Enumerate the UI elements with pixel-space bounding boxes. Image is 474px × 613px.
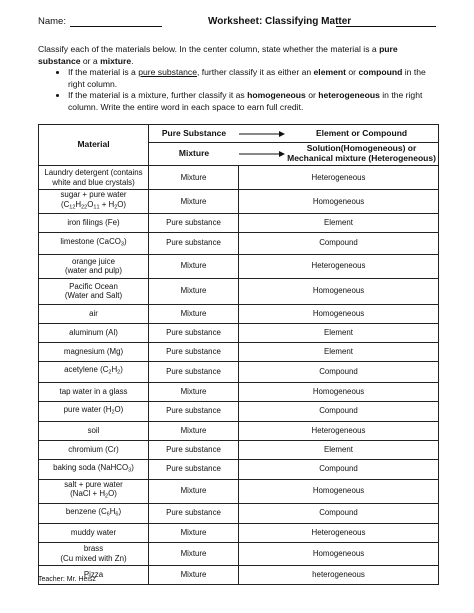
classification-cell: Compound xyxy=(239,361,439,382)
intro-mixture: mixture xyxy=(100,55,132,66)
subscript: 2 xyxy=(81,204,85,211)
mixture-result-line1: Solution(Homogeneous) or xyxy=(306,143,417,154)
header-classification xyxy=(149,125,439,166)
substance-type-cell: Pure substance xyxy=(149,342,239,361)
table-row xyxy=(39,503,439,523)
material-name-line2: (Cu mixed with Zn) xyxy=(60,553,127,563)
substance-type-cell: Mixture xyxy=(149,382,239,401)
material-name: limestone (CaCO xyxy=(60,236,121,246)
chemical-formula: $(C_{12}H_{22}O_{11} + H_2O)$ xyxy=(60,199,127,211)
bullet1-text-c: in the right column. xyxy=(68,67,426,89)
substance-type-cell: Mixture xyxy=(149,304,239,323)
material-cell xyxy=(39,523,149,542)
subscript: 1 xyxy=(93,204,97,211)
table-row xyxy=(39,190,439,214)
instructions-intro xyxy=(38,44,438,67)
classification-cell: Homogeneous xyxy=(239,479,439,503)
bullet1-text-b: , further classify it as either an xyxy=(196,67,314,78)
bullet2-homogeneous: homogeneous xyxy=(247,90,306,101)
bullet2-heterogeneous: heterogeneous xyxy=(318,90,380,101)
material-cell xyxy=(39,213,149,232)
subscript: 2 xyxy=(105,493,109,500)
classification-cell: Heterogeneous xyxy=(239,166,439,190)
material-name-mid: H xyxy=(109,506,116,516)
bullet1-text-a: If the material is a xyxy=(68,67,139,78)
material-cell xyxy=(39,232,149,254)
substance-type-cell: Pure substance xyxy=(149,459,239,479)
material-cell xyxy=(39,278,149,304)
intro-or: or a xyxy=(80,55,101,66)
classification-cell: Heterogeneous xyxy=(239,421,439,440)
bullet2-text-b: in the right column. Write the entire word in each space to earn full credit. xyxy=(68,90,423,112)
material-cell xyxy=(39,440,149,459)
subscript: 2 xyxy=(84,204,88,211)
table-row xyxy=(39,213,439,232)
classification-table xyxy=(38,124,439,585)
material-name: acetylene (C xyxy=(64,365,109,375)
bullet1-compound: compound xyxy=(358,67,403,78)
table-row xyxy=(39,166,439,190)
classification-cell: Compound xyxy=(239,459,439,479)
material-name: salt + pure water xyxy=(64,479,123,489)
material-name: muddy water xyxy=(70,527,117,537)
instructions-list xyxy=(38,67,438,113)
material-cell xyxy=(39,479,149,503)
substance-type-cell: Mixture xyxy=(149,278,239,304)
table-row xyxy=(39,361,439,382)
worksheet-title: Worksheet: Classifying Matter xyxy=(208,16,352,27)
material-cell xyxy=(39,542,149,565)
material-name: orange juice xyxy=(72,256,115,266)
material-cell xyxy=(39,361,149,382)
bullet2-text-a: If the material is a mixture, further classify it as xyxy=(68,90,248,101)
name-blank-line xyxy=(70,26,162,27)
material-cell xyxy=(39,166,149,190)
material-name: baking soda (NaHCO xyxy=(53,462,129,472)
classification-cell: Homogeneous xyxy=(239,278,439,304)
arrow-right-icon xyxy=(239,150,285,158)
material-cell xyxy=(39,382,149,401)
material-name: Laundry detergent (contains xyxy=(44,167,143,177)
table-row xyxy=(39,254,439,278)
instructions xyxy=(38,44,438,114)
table-row xyxy=(39,382,439,401)
material-cell xyxy=(39,254,149,278)
subscript: 1 xyxy=(96,204,100,211)
material-name: tap water in a glass xyxy=(59,386,128,396)
table-row xyxy=(39,565,439,584)
mixture-result-line2: Mechanical mixture (Heterogeneous) xyxy=(287,153,436,163)
classification-cell: Element xyxy=(239,342,439,361)
intro-end: . xyxy=(131,55,134,66)
classification-cell: Homogeneous xyxy=(239,542,439,565)
subscript: 6 xyxy=(115,511,119,518)
substance-type-cell: Mixture xyxy=(149,542,239,565)
table-row xyxy=(39,440,439,459)
substance-type-cell: Pure substance xyxy=(149,232,239,254)
material-name: soil xyxy=(87,425,100,435)
classification-cell: Homogeneous xyxy=(239,304,439,323)
material-name: aluminum (Al) xyxy=(69,327,118,337)
material-name-tail: ) xyxy=(118,506,122,516)
classification-cell: Compound xyxy=(239,401,439,421)
table-row xyxy=(39,232,439,254)
subscript: 1 xyxy=(69,204,73,211)
material-cell xyxy=(39,503,149,523)
material-name: magnesium (Mg) xyxy=(63,346,124,356)
substance-type-cell: Mixture xyxy=(149,421,239,440)
material-name-tail: O) xyxy=(114,404,124,414)
subscript: 2 xyxy=(111,409,115,416)
classification-cell: Element xyxy=(239,323,439,342)
page-header xyxy=(38,16,436,30)
substance-type-cell: Mixture xyxy=(149,523,239,542)
substance-type-cell: Pure substance xyxy=(149,503,239,523)
table-row xyxy=(39,523,439,542)
material-name: Pizza xyxy=(83,569,104,579)
table-row xyxy=(39,459,439,479)
table-row xyxy=(39,401,439,421)
header-mixture: Mixture xyxy=(178,148,210,159)
header-material: Material xyxy=(39,125,149,166)
header-element-or-compound: Element or Compound xyxy=(315,127,408,138)
material-name: benzene (C xyxy=(65,506,107,516)
arrow-right-icon xyxy=(239,130,285,138)
table-row xyxy=(39,479,439,503)
instruction-bullet-2 xyxy=(68,90,438,113)
table-row xyxy=(39,342,439,361)
subscript: 2 xyxy=(72,204,76,211)
substance-type-cell: Pure substance xyxy=(149,213,239,232)
material-name-line2: (water and pulp) xyxy=(64,266,123,276)
material-name: sugar + pure water xyxy=(60,190,127,199)
header-mixture-result xyxy=(285,144,438,163)
material-cell xyxy=(39,401,149,421)
classification-cell: Heterogeneous xyxy=(239,254,439,278)
substance-type-cell: Mixture xyxy=(149,254,239,278)
substance-type-cell: Mixture xyxy=(149,565,239,584)
intro-text: Classify each of the materials below. In the center column, state whether the material is a xyxy=(38,44,380,54)
bullet2-or: or xyxy=(305,90,319,101)
table-row xyxy=(39,323,439,342)
material-name: air xyxy=(89,308,98,318)
material-name-tail: ) xyxy=(120,365,123,375)
material-cell xyxy=(39,342,149,361)
bullet1-or: or xyxy=(346,67,359,78)
classification-cell: Element xyxy=(239,440,439,459)
material-cell xyxy=(39,459,149,479)
substance-type-cell: Pure substance xyxy=(149,440,239,459)
table-row xyxy=(39,304,439,323)
bullet1-element: element xyxy=(313,67,347,78)
subscript: 2 xyxy=(108,369,112,376)
material-name: Pacific Ocean xyxy=(69,281,118,291)
mixture-row xyxy=(149,143,438,165)
subscript: 3 xyxy=(128,467,132,474)
substance-type-cell: Mixture xyxy=(149,479,239,503)
name-label: Name: xyxy=(38,16,66,27)
material-cell xyxy=(39,421,149,440)
teacher-footer: Teacher: Mr. Heisz xyxy=(38,576,96,583)
intro-pure-substance: pure substance xyxy=(38,44,398,66)
classification-cell: Compound xyxy=(239,503,439,523)
material-name-tail: ) xyxy=(131,462,134,472)
subscript: 2 xyxy=(114,204,118,211)
subscript: 6 xyxy=(106,511,110,518)
substance-type-cell: Mixture xyxy=(149,190,239,214)
classification-cell: Homogeneous xyxy=(239,190,439,214)
substance-type-cell: Mixture xyxy=(149,166,239,190)
classification-cell: heterogeneous xyxy=(239,565,439,584)
substance-type-cell: Pure substance xyxy=(149,323,239,342)
material-name-tail: ) xyxy=(123,236,127,246)
subscript: 3 xyxy=(120,241,124,248)
title-blank-line xyxy=(336,26,436,27)
substance-type-cell: Pure substance xyxy=(149,361,239,382)
chemical-formula: (NaCl + $H_2O$) xyxy=(70,489,117,500)
substance-type-cell: Pure substance xyxy=(149,401,239,421)
table-row xyxy=(39,542,439,565)
classification-cell: Heterogeneous xyxy=(239,523,439,542)
table-row xyxy=(39,421,439,440)
material-name: brass xyxy=(83,544,104,554)
material-cell xyxy=(39,190,149,214)
subscript: 2 xyxy=(117,369,121,376)
pure-substance-row xyxy=(149,125,438,142)
material-name: iron filings (Fe) xyxy=(67,217,120,227)
material-name: pure water (H xyxy=(63,404,112,414)
material-cell xyxy=(39,323,149,342)
instruction-bullet-1 xyxy=(68,67,438,90)
table-body xyxy=(39,166,439,585)
table-header-row xyxy=(39,125,439,166)
material-name-line2: white and blue crystals) xyxy=(52,177,135,187)
material-name: chromium (Cr) xyxy=(68,444,119,454)
bullet1-underline: pure substance xyxy=(138,67,197,78)
table-row xyxy=(39,278,439,304)
classification-cell: Compound xyxy=(239,232,439,254)
classification-cell: Homogeneous xyxy=(239,382,439,401)
classification-cell: Element xyxy=(239,213,439,232)
material-name-mid: H xyxy=(111,365,118,375)
material-name-line2: (Water and Salt) xyxy=(64,291,123,301)
header-pure-substance: Pure Substance xyxy=(161,127,227,138)
material-cell xyxy=(39,304,149,323)
